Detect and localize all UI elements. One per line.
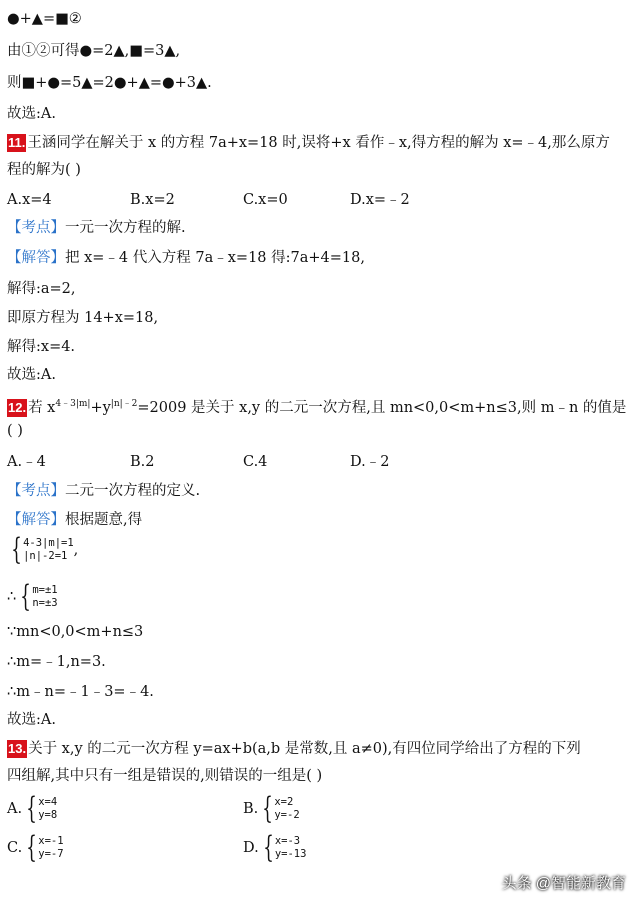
equation: x=-1 xyxy=(38,835,64,847)
text-line: ∴m﹣n=﹣1﹣3=﹣4. xyxy=(7,684,154,700)
question-number: 13. xyxy=(8,741,27,756)
text-line: 故选:A. xyxy=(7,367,56,383)
brace-icon: { xyxy=(26,791,37,826)
text-line: 程的解为( ) xyxy=(7,162,81,178)
equation-system xyxy=(7,532,79,567)
kaodian-line xyxy=(7,481,200,501)
kaodian-text: 二元一次方程的定义. xyxy=(65,483,201,499)
jieda-text: 根据题意,得 xyxy=(65,512,143,528)
equation: y=8 xyxy=(38,809,58,821)
equation: y=-2 xyxy=(274,809,300,821)
option-label: C. xyxy=(7,840,23,856)
option-label: A. xyxy=(7,801,23,817)
equation: y=-7 xyxy=(38,848,64,860)
kaodian-tag: 【考点】 xyxy=(7,483,65,499)
jieda-text: 把 x=﹣4 代入方程 7a﹣x=18 得:7a+4=18, xyxy=(65,250,365,266)
option-d: D.﹣2 xyxy=(350,454,390,470)
jieda-tag: 【解答】 xyxy=(7,250,65,266)
option-label: D. xyxy=(243,840,259,856)
kaodian-line xyxy=(7,218,186,238)
text-line: 解得:a=2, xyxy=(7,281,76,297)
brace-icon: { xyxy=(263,830,274,865)
option-b xyxy=(243,791,300,826)
kaodian-text: 一元一次方程的解. xyxy=(65,220,186,236)
stem-text: 王涵同学在解关于 x 的方程 7a+x=18 时,误将+x 看作﹣x,得方程的解为 x=﹣4,那么原方 xyxy=(27,135,610,151)
stem-text: =2009 是关于 x,y 的二元一次方程,且 mn<0,0<m+n≤3,则 m﹣n 的值是 xyxy=(137,399,627,416)
therefore-symbol: ∴ xyxy=(7,589,17,605)
text-line: ●+▲=■② xyxy=(7,11,82,27)
jieda-line xyxy=(7,248,365,268)
watermark: 头条 @智能新教育 xyxy=(501,875,626,892)
exponent: 4﹣3|m| xyxy=(55,399,91,409)
option-b: B.2 xyxy=(130,454,155,470)
brace-icon: { xyxy=(20,579,32,614)
option-d: D.x=﹣2 xyxy=(350,192,410,208)
text-line: ∵mn<0,0<m+n≤3 xyxy=(7,624,144,640)
option-d xyxy=(243,830,307,865)
option-b: B.x=2 xyxy=(130,192,175,208)
option-c: C.4 xyxy=(243,454,268,470)
equation: y=-13 xyxy=(274,848,307,860)
equation: n=±3 xyxy=(32,597,58,609)
equation: m=±1 xyxy=(32,584,58,596)
text-line: 四组解,其中只有一组是错误的,则错误的一组是( ) xyxy=(7,768,323,784)
stem-text: 若 x xyxy=(28,399,56,416)
text-line: 故选:A. xyxy=(7,106,56,122)
stem-text: +y xyxy=(90,399,111,416)
stem-text: 关于 x,y 的二元一次方程 y=ax+b(a,b 是常数,且 a≠0),有四位同学给出了方程的下列 xyxy=(28,741,581,757)
question-number: 12. xyxy=(8,399,27,415)
equation-system xyxy=(7,579,58,614)
question-number: 11. xyxy=(8,135,26,150)
jieda-tag: 【解答】 xyxy=(7,512,65,528)
brace-icon: { xyxy=(26,830,37,865)
text-line: 由①②可得●=2▲,■=3▲, xyxy=(7,43,181,59)
text-line: ∴m=﹣1,n=3. xyxy=(7,654,106,670)
option-c: C.x=0 xyxy=(243,192,288,208)
question-12-stem xyxy=(7,394,626,418)
text-line: 即原方程为 14+x=18, xyxy=(7,310,159,326)
text-line: 则■+●=5▲=2●+▲=●+3▲. xyxy=(7,75,212,91)
option-c xyxy=(7,830,64,865)
kaodian-tag: 【考点】 xyxy=(7,220,65,236)
question-11-stem xyxy=(7,133,610,153)
text-line: ( ) xyxy=(7,423,23,439)
brace-icon: { xyxy=(262,791,274,826)
option-a: A.﹣4 xyxy=(7,454,46,470)
equation: |n|-2=1 xyxy=(23,550,68,562)
text-line: 故选:A. xyxy=(7,712,56,728)
option-a: A.x=4 xyxy=(7,192,52,208)
option-a xyxy=(7,791,58,826)
text-line: 解得:x=4. xyxy=(7,339,76,355)
equation: x=-3 xyxy=(274,835,301,847)
punct: , xyxy=(73,542,79,558)
question-13-stem xyxy=(7,739,581,759)
equation: x=2 xyxy=(274,796,294,808)
equation: x=4 xyxy=(38,796,58,808)
option-label: B. xyxy=(243,801,259,817)
equation: 4-3|m|=1 xyxy=(23,537,74,549)
exponent: |n|﹣2 xyxy=(110,399,138,409)
brace-icon: { xyxy=(11,532,22,567)
jieda-line xyxy=(7,510,142,530)
